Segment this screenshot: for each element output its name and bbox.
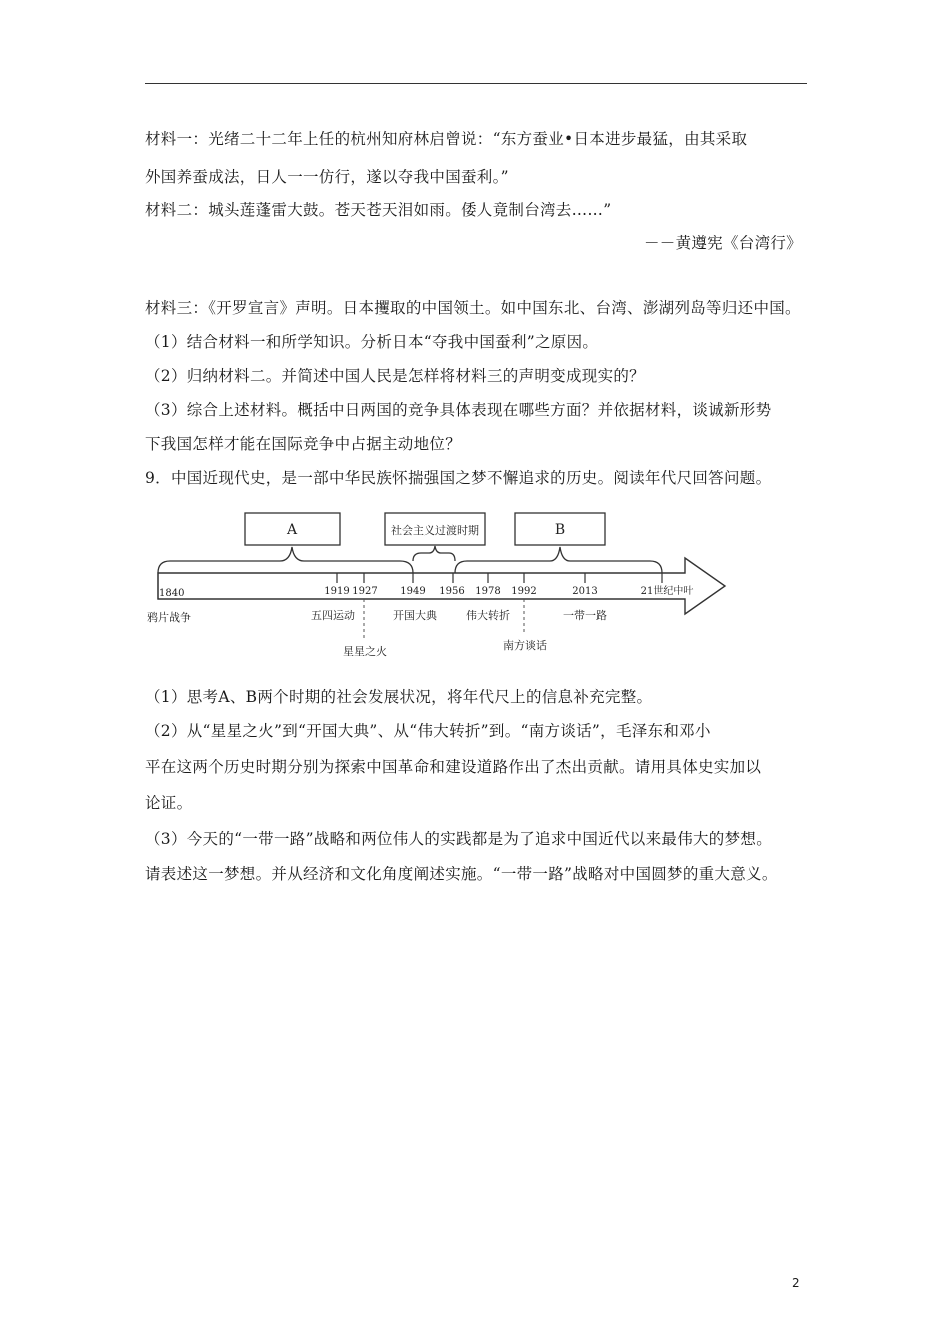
brace-transition [413,546,455,561]
question-9-3-line-1: （3）今天的“一带一路”战略和两位伟人的实践都是为了追求中国近代以来最伟大的梦想。 [145,830,773,848]
question-8-3-line-2: 下我国怎样才能在国际竞争中占据主动地位？ [145,435,462,453]
page-number: 2 [792,1276,800,1290]
event-spark: 星星之火 [343,645,387,658]
box-b-label: B [554,522,566,538]
year-1919: 1919 [324,586,350,597]
box-transition-label: 社会主义过渡时期 [391,524,479,537]
header-rule [145,83,807,84]
material-1-line-1: 材料一：光绪二十二年上任的杭州知府林启曾说：“东方蚕业•日本进步最猛，由其采取 [145,130,748,148]
year-1927: 1927 [352,586,378,597]
event-belt-road: 一带一路 [563,609,607,622]
question-8-2: （2）归纳材料二。并简述中国人民是怎样将材料三的声明变成现实的？ [145,367,645,385]
material-2-source: －－黄遵宪《台湾行》 [643,234,802,252]
material-2: 材料二：城头莲蓬雷大鼓。苍天苍天泪如雨。倭人竟制台湾去……” [145,201,612,219]
event-southern-talks: 南方谈话 [503,639,547,652]
box-a-label: A [286,522,298,538]
year-2013: 2013 [572,586,598,597]
question-9-3-line-2: 请表述这一梦想。并从经济和文化角度阐述实施。“一带一路”战略对中国圆梦的重大意义。 [145,865,778,883]
question-9-2-line-1: （2）从“星星之火”到“开国大典”、从“伟大转折”到。“南方谈话”，毛泽东和邓小 [145,722,711,740]
year-1956: 1956 [439,586,465,597]
question-9-stem: 9．中国近现代史，是一部中华民族怀揣强国之梦不懈追求的历史。阅读年代尺回答问题。 [145,469,772,487]
question-9-2-line-3: 论证。 [145,794,193,812]
question-8-1: （1）结合材料一和所学知识。分析日本“夺我中国蚕利”之原因。 [145,333,599,351]
question-8-3-line-1: （3）综合上述材料。概括中日两国的竞争具体表现在哪些方面？并依据材料，谈诚新形势 [145,401,772,419]
material-1-line-2: 外国养蚕成法，日人一一仿行，遂以夺我中国蚕利。” [145,168,509,186]
material-3: 材料三：《开罗宣言》声明。日本攫取的中国领土。如中国东北、台湾、澎湖列岛等归还中国。 [145,299,801,317]
brace-b [455,547,662,573]
event-founding: 开国大典 [393,609,437,622]
year-1840: 1840 [159,588,185,599]
timeline-diagram [145,503,735,668]
question-9-1: （1）思考A、B两个时期的社会发展状况，将年代尺上的信息补充完整。 [145,688,653,706]
event-may-fourth: 五四运动 [311,609,355,622]
event-great-turn: 伟大转折 [466,609,510,622]
year-1992: 1992 [511,586,537,597]
year-mid-21st-century: 21世纪中叶 [640,586,694,597]
question-9-2-line-2: 平在这两个历史时期分别为探索中国革命和建设道路作出了杰出贡献。请用具体史实加以 [145,758,762,776]
year-1978: 1978 [475,586,501,597]
year-1949: 1949 [400,586,426,597]
brace-a [158,547,413,573]
event-opium-war: 鸦片战争 [147,611,191,624]
